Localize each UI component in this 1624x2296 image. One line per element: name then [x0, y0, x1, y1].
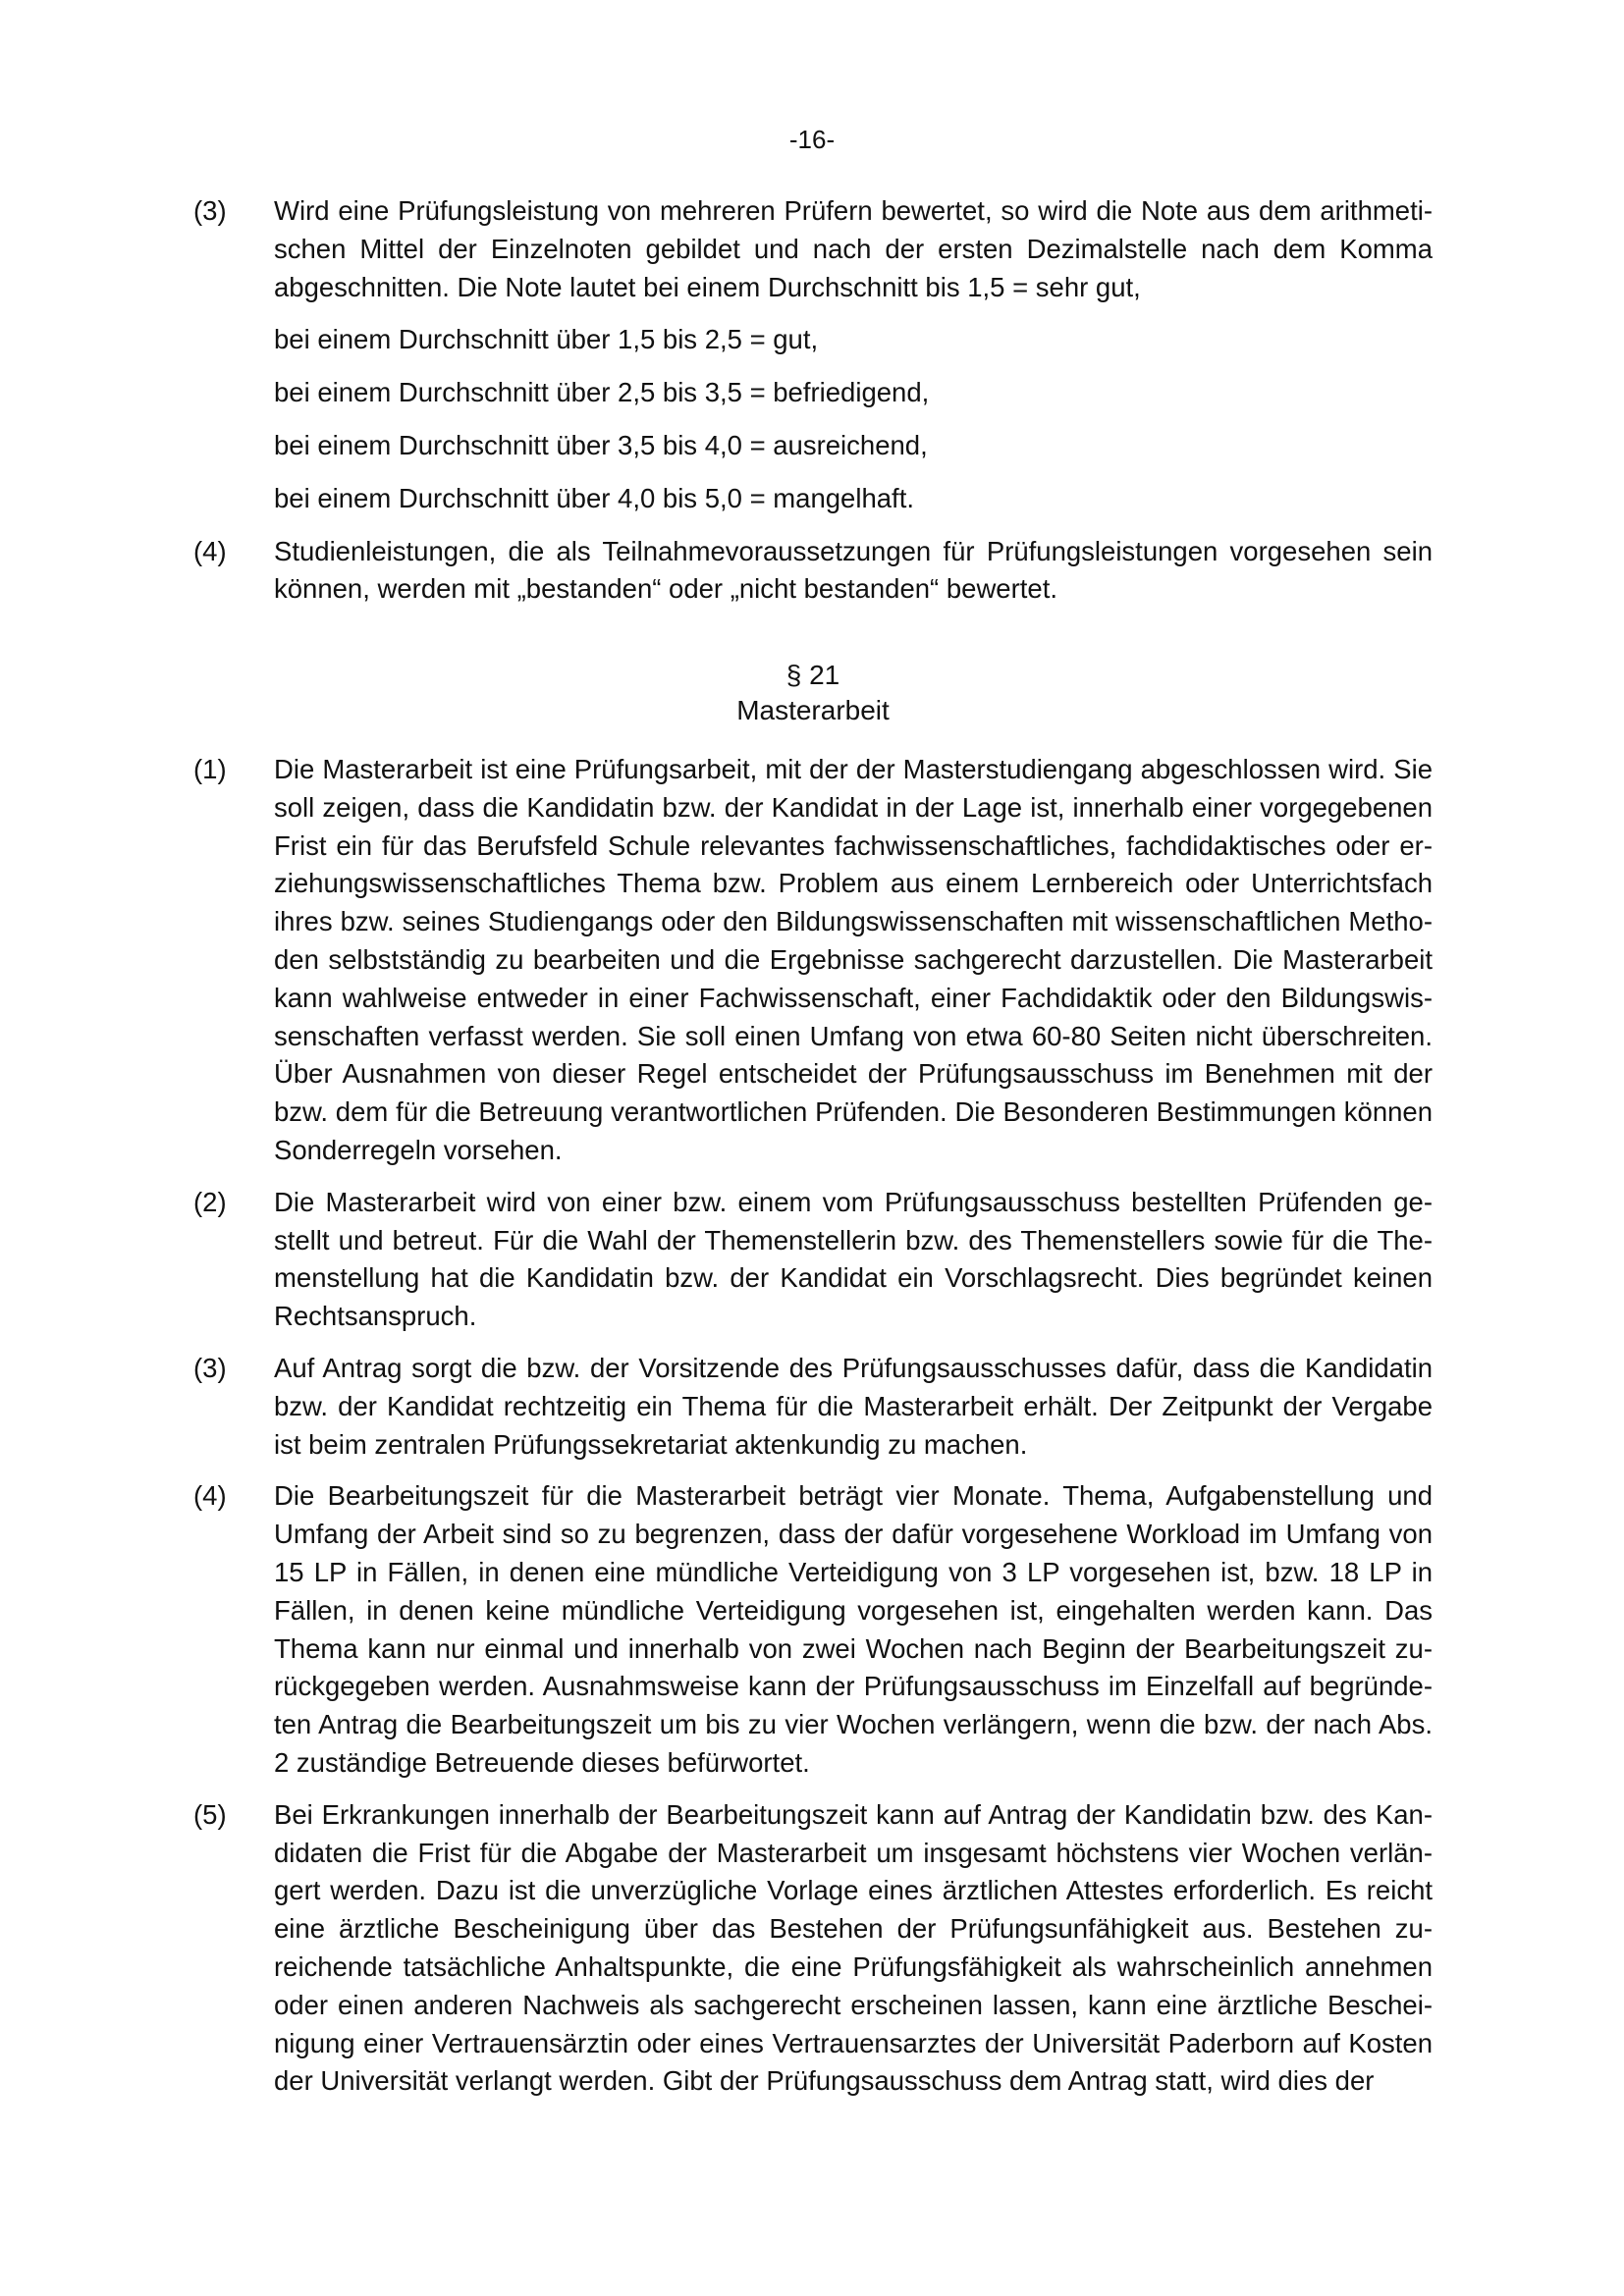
paragraph-3-grading — [193, 192, 1433, 306]
paragraph-number: (3) — [193, 1352, 227, 1383]
grade-line-befriedigend: bei einem Durchschnitt über 2,5 bis 3,5 = befriedigend, — [274, 377, 930, 408]
paragraph-4-masterarbeit — [193, 1477, 1433, 1782]
paragraph-1-masterarbeit — [193, 751, 1433, 1170]
paragraph-text: Die Bearbeitungszeit für die Masterarbeit beträgt vier Monate. Thema, Aufgabenstellung und Umfang der Arbeit sind so zu begrenzen, dass der dafür vorgesehene Workload im Umfang von 15 LP in Fällen, in denen eine mündliche Verteidigung von 3 LP vorgesehen ist, bzw. 18 LP in Fällen, in denen keine mündliche Verteidigung vorgesehen ist, eingehalten werden kann. Das Thema kann nur einmal und innerhalb von zwei Wochen nach Beginn der Bearbeitungszeit zurückgegeben werden. Ausnahmsweise kann der Prüfungsausschuss im Einzelfall auf begründeten Antrag die Bearbeitungszeit um bis zu vier Wochen verlängern, wenn die bzw. der nach Abs. 2 zuständige Betreuende dieses befürwortet. — [274, 1480, 1433, 1778]
paragraph-text: Bei Erkrankungen innerhalb der Bearbeitungszeit kann auf Antrag der Kandidatin bzw. des Kandidaten die Frist für die Abgabe der Masterarbeit um insgesamt höchstens vier Wochen verlängert werden. Dazu ist die unverzügliche Vorlage eines ärztlichen Attestes erforderlich. Es reicht eine ärztliche Bescheinigung über das Bestehen der Prüfungsunfähigkeit aus. Bestehen zureichende tatsächliche Anhaltspunkte, die eine Prüfungsfähigkeit als wahrscheinlich annehmen oder einen anderen Nachweis als sachgerecht erscheinen lassen, kann eine ärztliche Bescheinigung einer Vertrauensärztin oder eines Vertrauensarztes der Universität Paderborn auf Kosten der Universität verlangt werden. Gibt der Prüfungsausschuss dem Antrag statt, wird dies der — [274, 1798, 1433, 2097]
grade-line-mangelhaft: bei einem Durchschnitt über 4,0 bis 5,0 = mangelhaft. — [274, 482, 914, 513]
grade-line-gut: bei einem Durchschnitt über 1,5 bis 2,5 = gut, — [274, 324, 819, 355]
paragraph-3-masterarbeit — [193, 1350, 1433, 1464]
paragraph-4-studienleistungen — [193, 533, 1433, 610]
paragraph-number: (2) — [193, 1186, 227, 1217]
grading-section — [193, 192, 1433, 622]
paragraph-2-masterarbeit — [193, 1184, 1433, 1336]
page-number: -16- — [788, 125, 836, 154]
paragraph-text: Die Masterarbeit wird von einer bzw. einem vom Prüfungsausschuss bestellten Prüfenden gestellt und betreut. Für die Wahl der Themenstellerin bzw. des Themenstellers sowie für die Themenstellung hat die Kandidatin bzw. der Kandidat ein Vorschlagsrecht. Dies begründet keinen Rechtsanspruch. — [274, 1186, 1433, 1332]
section-title: Masterarbeit — [736, 695, 890, 725]
paragraph-number: (5) — [193, 1798, 227, 1830]
paragraph-text: Studienleistungen, die als Teilnahmevoraussetzungen für Prüfungsleistungen vorgesehen sein können, werden mit „bestanden“ oder „nicht bestanden“ bewertet. — [274, 535, 1433, 605]
paragraph-5-masterarbeit — [193, 1796, 1433, 2101]
section-21-body — [193, 751, 1433, 2114]
paragraph-number: (3) — [193, 195, 227, 226]
paragraph-number: (1) — [193, 754, 227, 784]
paragraph-text: Wird eine Prüfungsleistung von mehreren Prüfern bewertet, so wird die Note aus dem arithmetischen Mittel der Einzelnoten gebildet und nach der ersten Dezimalstelle nach dem Komma abgeschnitten. Die Note lautet bei einem Durchschnitt bis 1,5 = sehr gut, — [274, 195, 1433, 302]
grade-line-ausreichend: bei einem Durchschnitt über 3,5 bis 4,0 = ausreichend, — [274, 429, 928, 460]
section-21-heading — [193, 658, 1433, 728]
paragraph-text: Die Masterarbeit ist eine Prüfungsarbeit, mit der der Masterstudiengang abgeschlossen wird. Sie soll zeigen, dass die Kandidatin bzw. der Kandidat in der Lage ist, innerhalb einer vorgegebenen Frist ein für das Berufsfeld Schule relevantes fachwissenschaftliches, fachdidaktisches oder erziehungswissenschaftliches Thema bzw. Problem aus einem Lernbereich oder Unterrichtsfach ihres bzw. seines Studiengangs oder den Bildungswissenschaften mit wissenschaftlichen Methoden selbstständig zu bearbeiten und die Ergebnisse sachgerecht darzustellen. Die Masterarbeit kann wahlweise entweder in einer Fachwissenschaft, einer Fachdidaktik oder den Bildungswissenschaften verfasst werden. Sie soll einen Umfang von etwa 60-80 Seiten nicht überschreiten. Über Ausnahmen von dieser Regel entscheidet der Prüfungsausschuss im Benehmen mit der bzw. dem für die Betreuung verantwortlichen Prüfenden. Die Besonderen Bestimmungen können Sonderregeln vorsehen. — [274, 754, 1433, 1165]
section-symbol: § 21 — [785, 660, 840, 690]
paragraph-number: (4) — [193, 1480, 227, 1512]
paragraph-text: Auf Antrag sorgt die bzw. der Vorsitzende des Prüfungsausschusses dafür, dass die Kandidatin bzw. der Kandidat rechtzeitig ein Thema für die Masterarbeit erhält. Der Zeitpunkt der Vergabe ist beim zentralen Prüfungssekretariat aktenkundig zu machen. — [274, 1352, 1433, 1460]
paragraph-number: (4) — [193, 535, 227, 566]
